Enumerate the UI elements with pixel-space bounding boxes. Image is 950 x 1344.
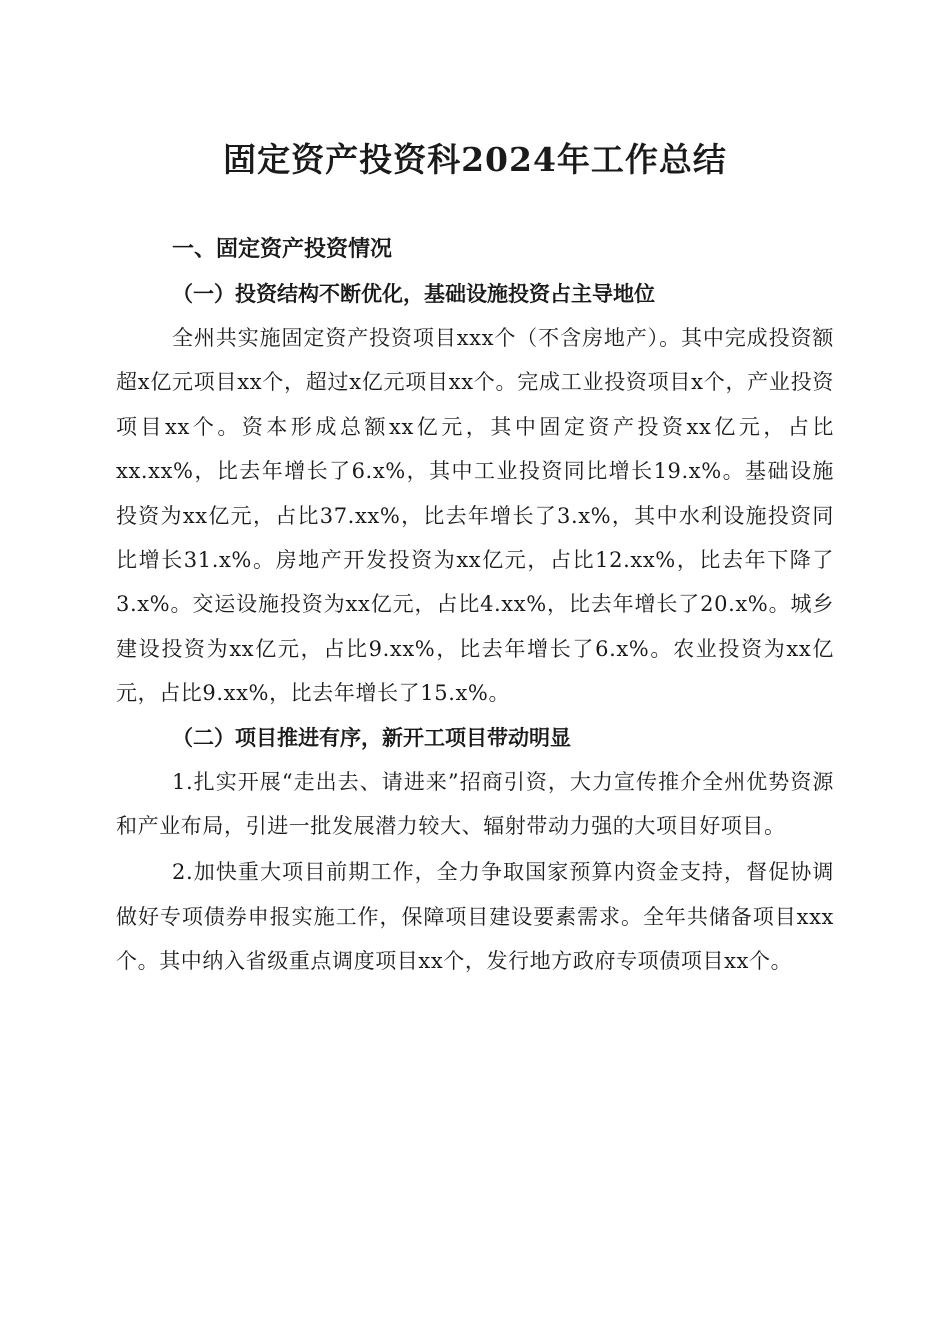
paragraph-investment-structure: 全州共实施固定资产投资项目xxx个（不含房地产）。其中完成投资额超x亿元项目xx个，超过x亿元项目xx个。完成工业投资项目x个，产业投资项目xx个。资本形成总额xx亿元，其中固定资产投资xx亿元，占比xx.xx%，比去年增长了6.x%，其中工业投资同比增长19.x%。基础设施投资为xx亿元，占比37.xx%，比去年增长了3.x%，其中水利设施投资同比增长31.x%。房地产开发投资为xx亿元，占比12.xx%，比去年下降了3.x%。交运设施投资为xx亿元，占比4.xx%，比去年增长了20.x%。城乡建设投资为xx亿元，占比9.xx%，比去年增长了6.x%。农业投资为xx亿元，占比9.xx%，比去年增长了15.x%。 [116,326,834,706]
subsection-heading-1: （一）投资结构不断优化，基础设施投资占主导地位 [172,281,655,306]
paragraph-investment-promotion: 1.扎实开展“走出去、请进来”招商引资，大力宣传推介全州优势资源和产业布局，引进一批发展潜力较大、辐射带动力强的大项目好项目。 [116,769,834,839]
document-body [116,228,834,984]
section-heading: 一、固定资产投资情况 [172,237,393,262]
subsection-heading-2: （二）项目推进有序，新开工项目带动明显 [172,724,571,750]
document-title: 固定资产投资科2024年工作总结 [223,140,727,179]
paragraph-major-projects: 2.加快重大项目前期工作，全力争取国家预算内资金支持，督促协调做好专项债券申报实施工作，保障项目建设要素需求。全年共储备项目xxx个。其中纳入省级重点调度项目xx个，发行地方政府专项债项目xx个。 [116,860,834,974]
